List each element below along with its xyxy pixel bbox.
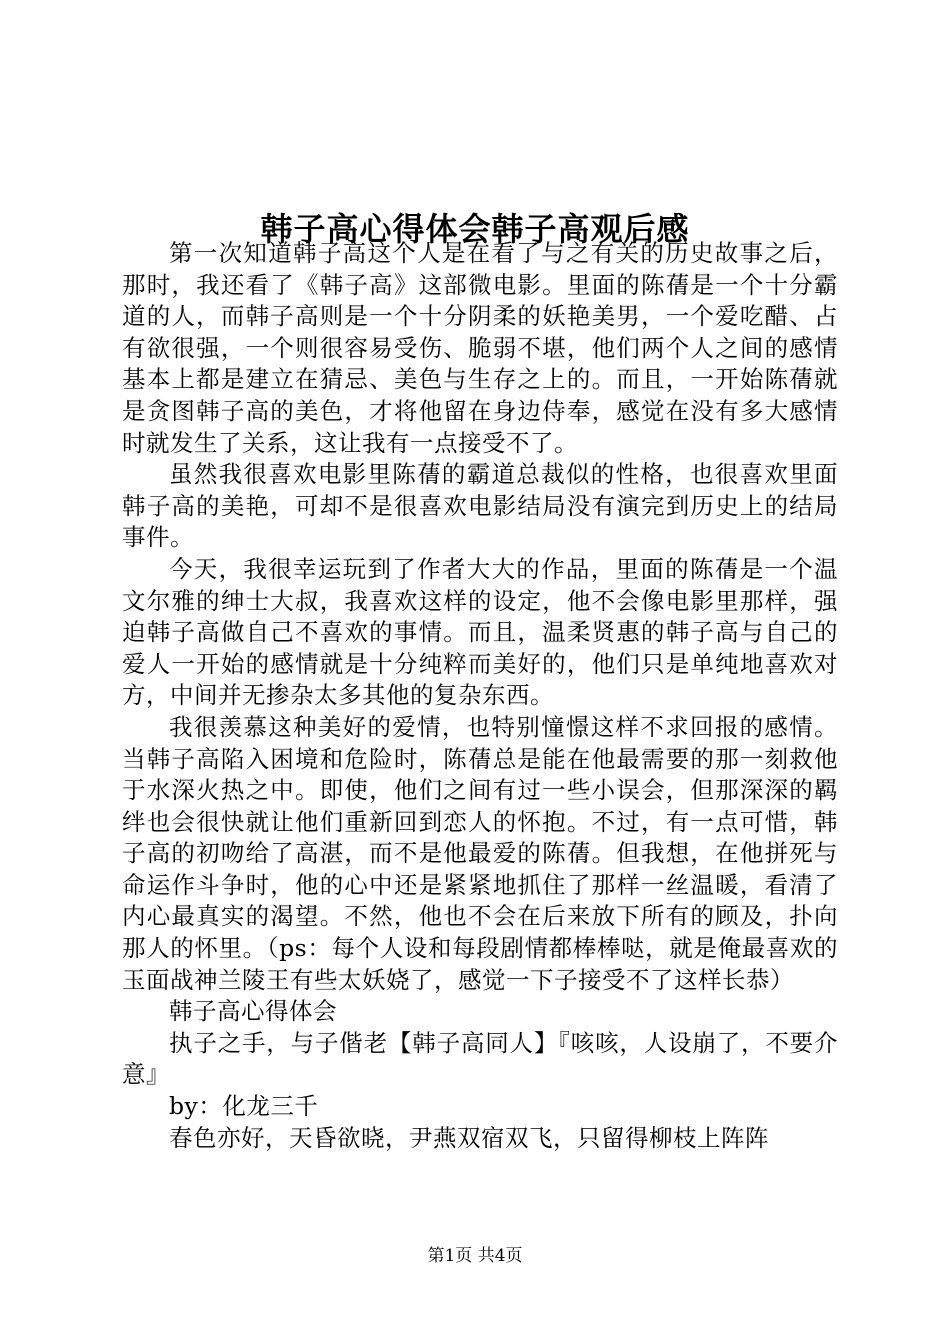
subheading: 韩子高心得体会 — [169, 997, 337, 1026]
document-title: 韩子高心得体会韩子高观后感 — [260, 210, 690, 249]
paragraph: 春色亦好，天昏欲晓，尹燕双宿双飞，只留得柳枝上阵阵 — [169, 1123, 769, 1152]
paragraph: 今天，我很幸运玩到了作者大大的作品，里面的陈蒨是一个温文尔雅的绅士大叔，我喜欢这样的设定，他不会像电影里那样，强迫韩子高做自己不喜欢的事情。而且，温柔贤惠的韩子高与自己的爱人一开始的感情就是十分纯粹而美好的，他们只是单纯地喜欢对方，中间并无掺杂太多其他的复杂东西。 — [122, 554, 838, 710]
paragraph: 执子之手，与子偕老【韩子高同人】『咳咳，人设崩了，不要介意』 — [122, 1028, 838, 1089]
page-number-footer: 第1页 共4页 — [427, 1246, 523, 1266]
document-body — [122, 238, 838, 1154]
author-line: by：化龙三千 — [169, 1092, 319, 1121]
paragraph: 虽然我很喜欢电影里陈蒨的霸道总裁似的性格，也很喜欢里面韩子高的美艳，可却不是很喜欢电影结局没有演完到历史上的结局事件。 — [122, 460, 838, 552]
paragraph: 我很羡慕这种美好的爱情，也特别憧憬这样不求回报的感情。当韩子高陷入困境和危险时，陈蒨总是能在他最需要的那一刻救他于水深火热之中。即使，他们之间有过一些小误会，但那深深的羁绊也会很快就让他们重新回到恋人的怀抱。不过，有一点可惜，韩子高的初吻给了高湛，而不是他最爱的陈蒨。但我想，在他拼死与命运作斗争时，他的心中还是紧紧地抓住了那样一丝温暖，看清了内心最真实的渴望。不然，他也不会在后来放下所有的顾及，扑向那人的怀里。（ps：每个人设和每段剧情都棒棒哒，就是俺最喜欢的玉面战神兰陵王有些太妖娆了，感觉一下子接受不了这样长恭） — [122, 712, 838, 994]
paragraph: 第一次知道韩子高这个人是在看了与之有关的历史故事之后，那时，我还看了《韩子高》这部微电影。里面的陈蒨是一个十分霸道的人，而韩子高则是一个十分阴柔的妖艳美男，一个爱吃醋、占有欲很强，一个则很容易受伤、脆弱不堪，他们两个人之间的感情基本上都是建立在猜忌、美色与生存之上的。而且，一开始陈蒨就是贪图韩子高的美色，才将他留在身边侍奉，感觉在没有多大感情时就发生了关系，这让我有一点接受不了。 — [122, 239, 838, 457]
